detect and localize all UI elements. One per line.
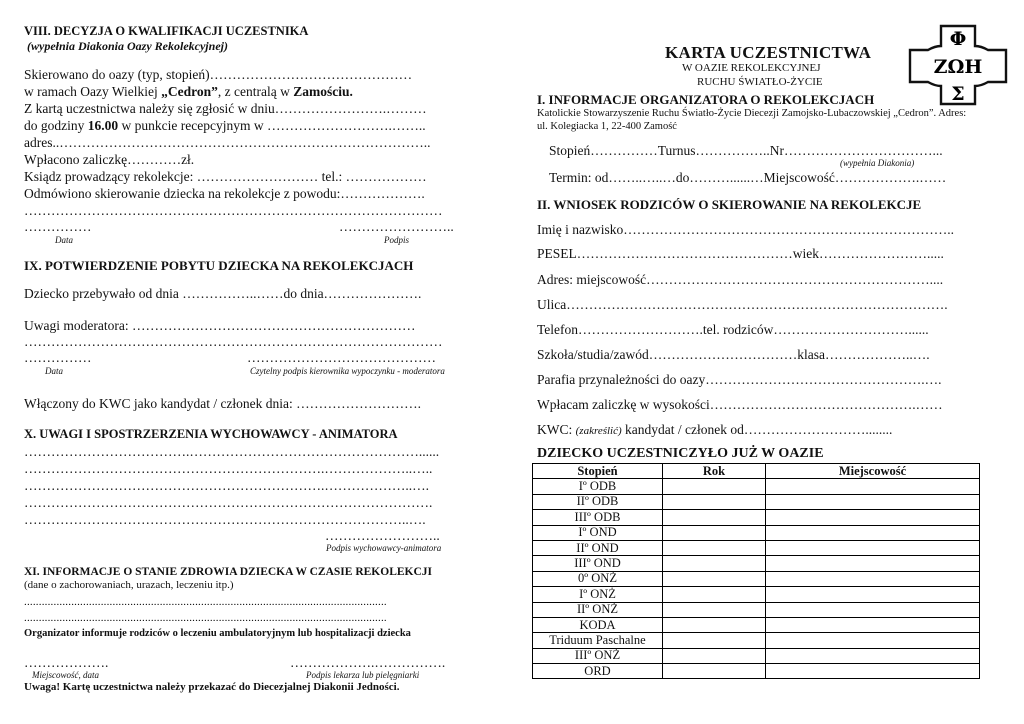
field-phone[interactable]: Telefon……………………….tel. rodziców…………………………...... bbox=[537, 322, 929, 337]
stage-cell: IIº ONŻ bbox=[533, 602, 663, 617]
field-school[interactable]: Szkoła/studia/zawód……………………………klasa………………..…. bbox=[537, 347, 930, 362]
stage-cell: IIIº ONŻ bbox=[533, 648, 663, 663]
section-title: XI. INFORMACJE O STANIE ZDROWIA DZIECKA W CZASIE REKOLEKCJI bbox=[24, 566, 433, 578]
field-address[interactable]: Adres: miejscowość……………………………………………………….... bbox=[537, 272, 944, 287]
warning-text: Uwaga! Kartę uczestnictwa należy przekazać do Diecezjalnej Diakonii Jedności. bbox=[24, 681, 400, 693]
field-name[interactable]: Imię i nazwisko……………………………………………………………….. bbox=[537, 222, 954, 237]
history-table bbox=[532, 463, 980, 679]
form-line[interactable]: Uwagi moderatora: ……………………………………………………… bbox=[24, 318, 416, 333]
form-line[interactable]: Wpłacono zaliczkę…………zł. bbox=[24, 152, 195, 167]
notes-line[interactable]: …………………………………………………………………………..…. bbox=[24, 512, 426, 527]
stage-cell: IIº ODB bbox=[533, 494, 663, 509]
table-row bbox=[533, 510, 980, 525]
year-cell[interactable] bbox=[663, 510, 766, 525]
field-kwc[interactable]: KWC: (zakreślić) kandydat / członek od………………………........ bbox=[537, 422, 893, 437]
organizer-text: Katolickie Stowarzyszenie Ruchu Światło-Życie Diecezji Zamojsko-Lubaczowskiej „Cedron”. Adres: bbox=[537, 108, 967, 119]
year-cell[interactable] bbox=[663, 617, 766, 632]
table-body bbox=[533, 479, 980, 679]
form-line[interactable]: ………………………………………………………………………………… bbox=[24, 203, 443, 218]
table-row bbox=[533, 571, 980, 586]
field-deposit[interactable]: Wpłacam zaliczkę w wysokości……………………………………….…… bbox=[537, 397, 943, 412]
year-cell[interactable] bbox=[663, 648, 766, 663]
caption: Data bbox=[55, 235, 73, 245]
date-field[interactable]: …………… bbox=[24, 350, 92, 365]
form-line[interactable]: Stopień……………Turnus……………..Nr……………………………... bbox=[549, 143, 943, 158]
stage-cell: IIIº ODB bbox=[533, 510, 663, 525]
column-header: Miejscowość bbox=[766, 464, 980, 479]
year-cell[interactable] bbox=[663, 633, 766, 648]
stage-cell: Iº ODB bbox=[533, 479, 663, 494]
form-line[interactable]: Włączony do KWC jako kandydat / członek dnia: ………………………. bbox=[24, 396, 422, 411]
place-cell[interactable] bbox=[766, 633, 980, 648]
table-row bbox=[533, 602, 980, 617]
form-line[interactable]: Z kartą uczestnictwa należy się zgłosić w dniu…………………….……… bbox=[24, 101, 427, 116]
place-cell[interactable] bbox=[766, 602, 980, 617]
year-cell[interactable] bbox=[663, 587, 766, 602]
section-title: IX. POTWIERDZENIE POBYTU DZIECKA NA REKOLEKCJACH bbox=[24, 258, 414, 273]
year-cell[interactable] bbox=[663, 479, 766, 494]
table-row bbox=[533, 479, 980, 494]
table-row bbox=[533, 648, 980, 663]
section-title: II. WNIOSEK RODZICÓW O SKIEROWANIE NA REKOLEKCJE bbox=[537, 197, 922, 212]
form-line: w ramach Oazy Wielkiej „Cedron”, z centralą w Zamościu. bbox=[24, 84, 353, 99]
caption: (wypełnia Diakonia) bbox=[840, 158, 915, 168]
form-line[interactable]: Skierowano do oazy (typ, stopień)……………………………………… bbox=[24, 67, 413, 82]
date-field[interactable]: ………………. bbox=[24, 655, 109, 670]
form-line[interactable]: Dziecko przebywało od dnia ……………..……do dnia…………………. bbox=[24, 286, 422, 301]
form-line[interactable]: Odmówiono skierowanie dziecka na rekolekcje z powodu:………………. bbox=[24, 186, 425, 201]
notes-line[interactable]: ………………………………………………………………………………. bbox=[24, 495, 433, 510]
form-line[interactable]: do godziny 16.00 w punkcie recepcyjnym w ……………………….…….. bbox=[24, 118, 426, 133]
health-line[interactable]: ........................................................................................................................... bbox=[24, 596, 387, 608]
place-cell[interactable] bbox=[766, 587, 980, 602]
table-row bbox=[533, 556, 980, 571]
stage-cell: KODA bbox=[533, 617, 663, 632]
stage-cell: Iº OND bbox=[533, 525, 663, 540]
stage-cell: IIIº OND bbox=[533, 556, 663, 571]
caption: Czytelny podpis kierownika wypoczynku - moderatora bbox=[250, 366, 445, 376]
table-title: DZIECKO UCZESTNICZYŁO JUŻ W OAZIE bbox=[537, 446, 824, 461]
field-parish[interactable]: Parafia przynależności do oazy………………………………………….…. bbox=[537, 372, 942, 387]
signature-field[interactable]: …………………….. bbox=[339, 219, 454, 234]
form-line[interactable]: Ksiądz prowadzący rekolekcje: ……………………… tel.: ……………… bbox=[24, 169, 427, 184]
caption: Miejscowość, data bbox=[32, 670, 99, 680]
table-header-row bbox=[533, 464, 980, 479]
form-line[interactable]: adres..……………………………………………………………………….. bbox=[24, 135, 431, 150]
stage-cell: ORD bbox=[533, 664, 663, 679]
table-row bbox=[533, 540, 980, 555]
table-row bbox=[533, 617, 980, 632]
column-header: Stopień bbox=[533, 464, 663, 479]
caption: Podpis wychowawcy-animatora bbox=[326, 543, 442, 553]
stage-cell: 0º ONŻ bbox=[533, 571, 663, 586]
place-cell[interactable] bbox=[766, 525, 980, 540]
year-cell[interactable] bbox=[663, 494, 766, 509]
table-row bbox=[533, 664, 980, 679]
form-line[interactable]: Termin: od……..…..…do………......…Miejscowość……………….…… bbox=[549, 170, 947, 185]
year-cell[interactable] bbox=[663, 664, 766, 679]
notes-line[interactable]: ……………………………….……………………………………………...... bbox=[24, 444, 440, 459]
year-cell[interactable] bbox=[663, 602, 766, 617]
section-subtitle: (dane o zachorowaniach, urazach, leczeniu itp.) bbox=[24, 579, 234, 591]
section-title: VIII. DECYZJA O KWALIFIKACJI UCZESTNIKA bbox=[24, 24, 309, 38]
logo-letter: Φ bbox=[949, 28, 967, 50]
signature-field[interactable]: …………………….. bbox=[325, 528, 440, 543]
caption: Podpis bbox=[384, 235, 410, 245]
stage-cell: Triduum Paschalne bbox=[533, 633, 663, 648]
health-line[interactable]: ........................................................................................................................... bbox=[24, 612, 387, 624]
place-cell[interactable] bbox=[766, 556, 980, 571]
date-field[interactable]: …………… bbox=[24, 219, 92, 234]
section-title: X. UWAGI I SPOSTRZERZENIA WYCHOWAWCY - ANIMATORA bbox=[24, 427, 398, 441]
column-header: Rok bbox=[663, 464, 766, 479]
section-title: I. INFORMACJE ORGANIZATORA O REKOLEKCJACH bbox=[537, 92, 875, 107]
table-row bbox=[533, 587, 980, 602]
info-text: Organizator informuje rodziców o leczeniu ambulatoryjnym lub hospitalizacji dziecka bbox=[24, 628, 411, 639]
caption: Podpis lekarza lub pielęgniarki bbox=[306, 670, 420, 680]
year-cell[interactable] bbox=[663, 540, 766, 555]
table-row bbox=[533, 633, 980, 648]
signature-field[interactable]: …………………………………… bbox=[247, 350, 436, 365]
caption: Data bbox=[45, 366, 63, 376]
place-cell[interactable] bbox=[766, 571, 980, 586]
field-pesel[interactable]: PESEL…………………………………………wiek……………………..... bbox=[537, 246, 944, 261]
signature-field[interactable]: ……………….……………. bbox=[290, 655, 446, 670]
organizer-text: ul. Kolegiacka 1, 22-400 Zamość bbox=[537, 121, 677, 132]
section-subtitle: (wypełnia Diakonia Oazy Rekolekcyjnej) bbox=[27, 39, 228, 53]
place-cell[interactable] bbox=[766, 510, 980, 525]
form-line[interactable]: ………………………………………………………………………………… bbox=[24, 334, 443, 349]
field-street[interactable]: Ulica…………………………………………………………………………. bbox=[537, 297, 948, 312]
place-cell[interactable] bbox=[766, 540, 980, 555]
notes-line[interactable]: ………………………………………………………….………………..….. bbox=[24, 461, 433, 476]
year-cell[interactable] bbox=[663, 571, 766, 586]
place-cell[interactable] bbox=[766, 648, 980, 663]
table-row bbox=[533, 494, 980, 509]
table-row bbox=[533, 525, 980, 540]
year-cell[interactable] bbox=[663, 556, 766, 571]
page-subtitle: RUCHU ŚWIATŁO-ŻYCIE bbox=[697, 76, 823, 88]
stage-cell: IIº OND bbox=[533, 540, 663, 555]
movement-logo-icon bbox=[908, 24, 1008, 106]
place-cell[interactable] bbox=[766, 494, 980, 509]
place-cell[interactable] bbox=[766, 479, 980, 494]
place-cell[interactable] bbox=[766, 617, 980, 632]
page-title: KARTA UCZESTNICTWA bbox=[665, 43, 872, 62]
logo-letter: ΖΩΗ bbox=[933, 56, 983, 78]
year-cell[interactable] bbox=[663, 525, 766, 540]
notes-line[interactable]: ………………………………………………………….………………..…. bbox=[24, 478, 429, 493]
logo-letter: Σ bbox=[951, 83, 965, 105]
page-subtitle: W OAZIE REKOLEKCYJNEJ bbox=[682, 62, 821, 74]
stage-cell: Iº ONŻ bbox=[533, 587, 663, 602]
place-cell[interactable] bbox=[766, 664, 980, 679]
